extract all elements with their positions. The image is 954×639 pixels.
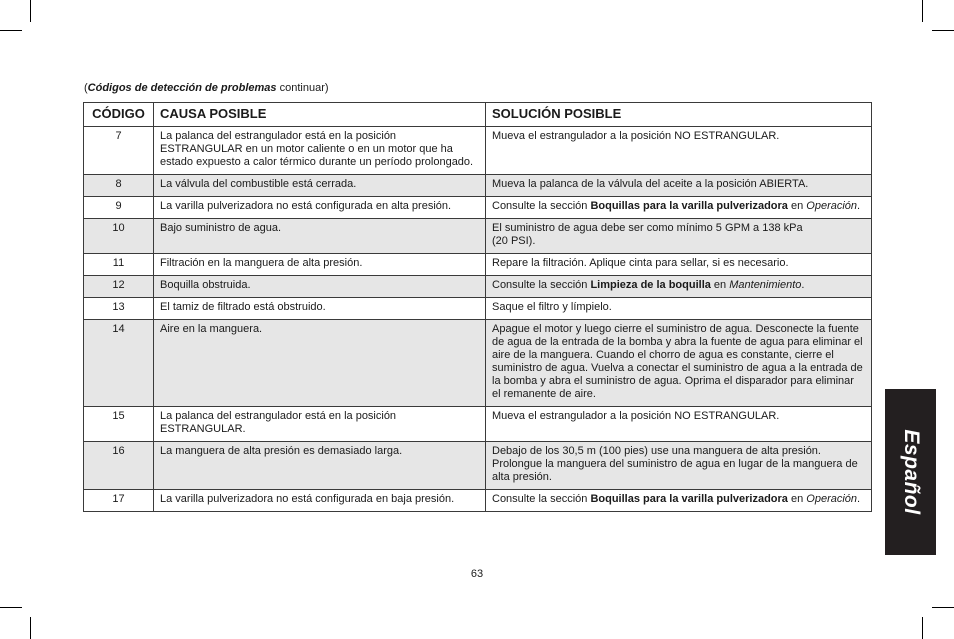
- table-row: [84, 298, 872, 320]
- solution-text: en: [710, 279, 730, 291]
- solution-cell: [486, 219, 872, 254]
- solution-line: El suministro de agua debe ser como mínimo 5 GPM a 138 kPa: [492, 222, 803, 234]
- table-row: [84, 219, 872, 254]
- code-cell: 16: [84, 442, 154, 490]
- crop-mark: [922, 0, 923, 22]
- solution-cell: [486, 197, 872, 219]
- crop-mark: [932, 607, 954, 608]
- cause-cell: La válvula del combustible está cerrada.: [154, 175, 486, 197]
- caption-suffix: continuar): [276, 82, 329, 94]
- code-cell: 9: [84, 197, 154, 219]
- crop-mark: [30, 617, 31, 639]
- solution-text: .: [857, 200, 861, 212]
- chapter-reference: Operación: [806, 200, 858, 212]
- language-tab-label: Español: [899, 429, 923, 515]
- code-cell: 11: [84, 254, 154, 276]
- solution-text: en: [787, 493, 807, 505]
- solution-cell: Apague el motor y luego cierre el suministro de agua. Desconecte la fuente de agua de la entrada de la bomba y abra la fuente de agua para eliminar el aire de la manguera. Cuando el chorro de agua es constante, cierre el suministro de agua. Vuelva a conectar el suministro de agua a la entrada de la bomba y abra el suministro de agua. Oprima el disparador para eliminar el remanente de aire.: [486, 320, 872, 407]
- solution-cell: Mueva la palanca de la válvula del aceite a la posición ABIERTA.: [486, 175, 872, 197]
- table-row: [84, 490, 872, 512]
- crop-mark: [30, 0, 31, 22]
- troubleshooting-table: [83, 102, 872, 512]
- solution-text: Consulte la sección: [492, 200, 591, 212]
- solution-text: Consulte la sección: [492, 493, 591, 505]
- cause-cell: Bajo suministro de agua.: [154, 219, 486, 254]
- table-row: [84, 276, 872, 298]
- solution-line: (20 PSI).: [492, 235, 536, 247]
- table-row: [84, 254, 872, 276]
- crop-mark: [922, 617, 923, 639]
- code-cell: 7: [84, 127, 154, 175]
- table-row: [84, 442, 872, 490]
- page-number: 63: [470, 568, 484, 580]
- chapter-reference: Operación: [806, 493, 858, 505]
- code-cell: 10: [84, 219, 154, 254]
- solution-cell: Repare la filtración. Aplique cinta para sellar, si es necesario.: [486, 254, 872, 276]
- code-cell: 8: [84, 175, 154, 197]
- cause-cell: La palanca del estrangulador está en la posición ESTRANGULAR.: [154, 407, 486, 442]
- header-code: CÓDIGO: [84, 103, 154, 127]
- section-reference: Limpieza de la boquilla: [590, 279, 711, 291]
- solution-text: .: [801, 279, 805, 291]
- language-tab: [885, 389, 936, 555]
- code-cell: 13: [84, 298, 154, 320]
- code-cell: 17: [84, 490, 154, 512]
- cause-cell: El tamiz de filtrado está obstruido.: [154, 298, 486, 320]
- cause-cell: Filtración en la manguera de alta presión.: [154, 254, 486, 276]
- caption-open: (: [84, 82, 88, 94]
- solution-cell: Mueva el estrangulador a la posición NO ESTRANGULAR.: [486, 127, 872, 175]
- solution-cell: Mueva el estrangulador a la posición NO ESTRANGULAR.: [486, 407, 872, 442]
- code-cell: 15: [84, 407, 154, 442]
- caption-title: Códigos de detección de problemas: [87, 82, 277, 94]
- table-row: [84, 127, 872, 175]
- crop-mark: [932, 30, 954, 31]
- solution-cell: [486, 490, 872, 512]
- cause-cell: Boquilla obstruida.: [154, 276, 486, 298]
- solution-cell: [486, 276, 872, 298]
- header-solution: SOLUCIÓN POSIBLE: [486, 103, 872, 127]
- crop-mark: [0, 30, 22, 31]
- table-row: [84, 407, 872, 442]
- cause-cell: La varilla pulverizadora no está configurada en baja presión.: [154, 490, 486, 512]
- cause-cell: La varilla pulverizadora no está configurada en alta presión.: [154, 197, 486, 219]
- section-reference: Boquillas para la varilla pulverizadora: [590, 200, 788, 212]
- chapter-reference: Mantenimiento: [729, 279, 802, 291]
- solution-text: Consulte la sección: [492, 279, 591, 291]
- table-caption: [84, 82, 329, 95]
- header-cause: CAUSA POSIBLE: [154, 103, 486, 127]
- solution-text: en: [787, 200, 807, 212]
- code-cell: 14: [84, 320, 154, 407]
- solution-text: .: [857, 493, 861, 505]
- cause-cell: La manguera de alta presión es demasiado larga.: [154, 442, 486, 490]
- code-cell: 12: [84, 276, 154, 298]
- cause-cell: La palanca del estrangulador está en la posición ESTRANGULAR en un motor caliente o en un motor que ha estado expuesto a calor térmico durante un período prolongado.: [154, 127, 486, 175]
- solution-cell: Debajo de los 30,5 m (100 pies) use una manguera de alta presión. Prolongue la manguera del suministro de agua en lugar de la manguera de alta presión.: [486, 442, 872, 490]
- section-reference: Boquillas para la varilla pulverizadora: [590, 493, 788, 505]
- table-row: [84, 320, 872, 407]
- cause-cell: Aire en la manguera.: [154, 320, 486, 407]
- solution-cell: Saque el filtro y límpielo.: [486, 298, 872, 320]
- table-row: [84, 175, 872, 197]
- table-row: [84, 197, 872, 219]
- table-header-row: [84, 103, 872, 127]
- crop-mark: [0, 607, 22, 608]
